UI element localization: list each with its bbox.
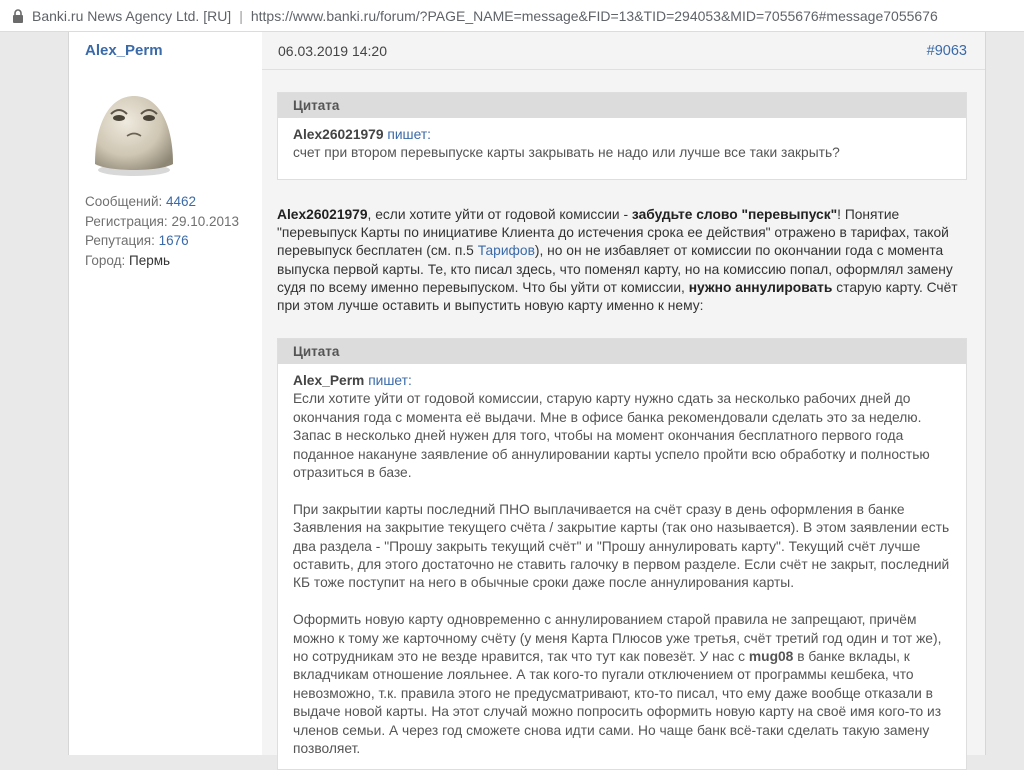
user-panel — [69, 32, 262, 755]
quote-block — [277, 92, 967, 180]
post-date: 06.03.2019 14:20 — [278, 43, 387, 59]
post-body — [262, 32, 985, 755]
lock-icon[interactable] — [4, 9, 32, 23]
city-label: Город: — [85, 253, 126, 269]
quote-paragraph-3 — [293, 611, 951, 758]
quote-content — [278, 118, 966, 173]
message-bold-1: забудьте слово "перевыпуск" — [631, 207, 838, 222]
registration-label: Регистрация: — [85, 213, 168, 229]
message-part-2: ! Понятие "перевыпуск Карты по инициативе Клиента до истечения срока ее действия" отражено в тарифах, такой перевыпуск бесплатен (см. п.5 — [277, 207, 949, 259]
mentioned-user: mug08 — [748, 649, 794, 665]
quote-paragraph-3b: в банке вклады, к вкладчикам отношение лояльнее. А так кого-то пугали отключением от программы кешбека, что невозможно, т.к. правила этого не предусматривают, кто-то писал, что ему даже вообще отказали в выдаче новой карты. На этот случай можно попросить оформить новую карту на своё имя кого-то из членов семьи. А через год сможете снова идти сами. Но чаще банк всё-таки сделать такую замену позволяет. — [293, 649, 942, 757]
site-identity[interactable]: Banki.ru News Agency Ltd. [RU] — [32, 7, 232, 24]
quote-wrote-link[interactable]: пишет: — [387, 127, 431, 142]
user-city — [85, 251, 239, 271]
url-text[interactable]: https://www.banki.ru/forum/?PAGE_NAME=message&FID=13&TID=294053&MID=7055676#message7055676 — [250, 7, 938, 24]
message-bold-2: нужно аннулировать — [688, 279, 833, 295]
user-info — [85, 192, 239, 271]
posts-count-link[interactable]: 4462 — [166, 194, 197, 209]
address-separator: | — [239, 7, 243, 24]
message-part-1: , если хотите уйти от годовой комиссии - — [367, 207, 632, 222]
quote-header: Цитата — [278, 93, 966, 118]
message-part-4: старую карту. Счёт при этом лучше оставить и выпустить новую карту именно к нему: — [277, 279, 958, 314]
quote-block-2 — [277, 338, 967, 770]
quote-paragraph-1: Если хотите уйти от годовой комиссии, старую карту нужно сдать за несколько рабочих дней до окончания года с момента её выдачи. Мне в офисе банка рекомендовали сделать это за неделю. Запас в несколько дней нужен для того, чтобы на момент окончания бесплатного первого года поданное накануне заявление об аннулировании карты успело пройти всю обработку и полностью отразиться в базе. — [293, 391, 930, 481]
message-part-3: ), но он не избавляет от комиссии по окончании года с момента выпуска первой карты. Те, кто писал здесь, что поменял карту, но на комиссию попал, оформлял замену судя по всему именно перевыпуском. Что бы уйти от комиссии, — [277, 243, 953, 295]
user-reputation — [85, 231, 239, 251]
registration-value: 29.10.2013 — [171, 213, 240, 229]
quote-wrote-link-2[interactable]: пишет: — [368, 373, 412, 388]
username-link[interactable]: Alex_Perm — [85, 42, 163, 59]
post-number-link[interactable]: #9063 — [926, 43, 967, 59]
forum-post — [68, 32, 986, 755]
message-text — [277, 206, 967, 315]
quote-text: счет при втором перевыпуске карты закрывать не надо или лучше все таки закрыть? — [293, 145, 840, 161]
quote-header-2: Цитата — [278, 339, 966, 364]
quote-paragraph-2: При закрытии карты последний ПНО выплачивается на счёт сразу в день оформления в банке Заявления на закрытие текущего счёта / закрытие карты (так оно называется). В этом заявлении есть два раздела - "Прошу закрыть текущий счёт" и "Прошу аннулировать карту". Текущий счёт лучше оставить, для этого достаточно не ставить галочку в первом разделе. Если счёт не закрыт, последний КБ тоже поступит на него в обычные сроки даже после аннулирования карты. — [293, 501, 950, 591]
quote-author-2: Alex_Perm — [293, 373, 365, 388]
reputation-label: Репутация: — [85, 233, 155, 249]
address-bar[interactable] — [0, 0, 1024, 32]
tariffs-link[interactable]: Тарифов — [477, 243, 535, 259]
quote-paragraph-3a: Оформить новую карту одновременно с аннулированием старой правила не запрещают, причём можно к тому же карточному счёту (у меня Карта Плюсов уже третья, счёт третий год один и тот же), но сотрудникам это не везде нравится, так что тут как повезёт. У нас с — [293, 612, 942, 665]
post-header — [262, 32, 985, 70]
user-posts — [85, 192, 239, 212]
reputation-link[interactable]: 1676 — [158, 233, 189, 249]
quote-author: Alex26021979 — [293, 127, 384, 142]
posts-label: Сообщений: — [85, 194, 163, 209]
user-registration — [85, 212, 239, 232]
city-value: Пермь — [129, 253, 171, 269]
addressee: Alex26021979 — [277, 207, 368, 222]
avatar[interactable] — [89, 84, 179, 178]
quote-content-2 — [278, 364, 966, 770]
